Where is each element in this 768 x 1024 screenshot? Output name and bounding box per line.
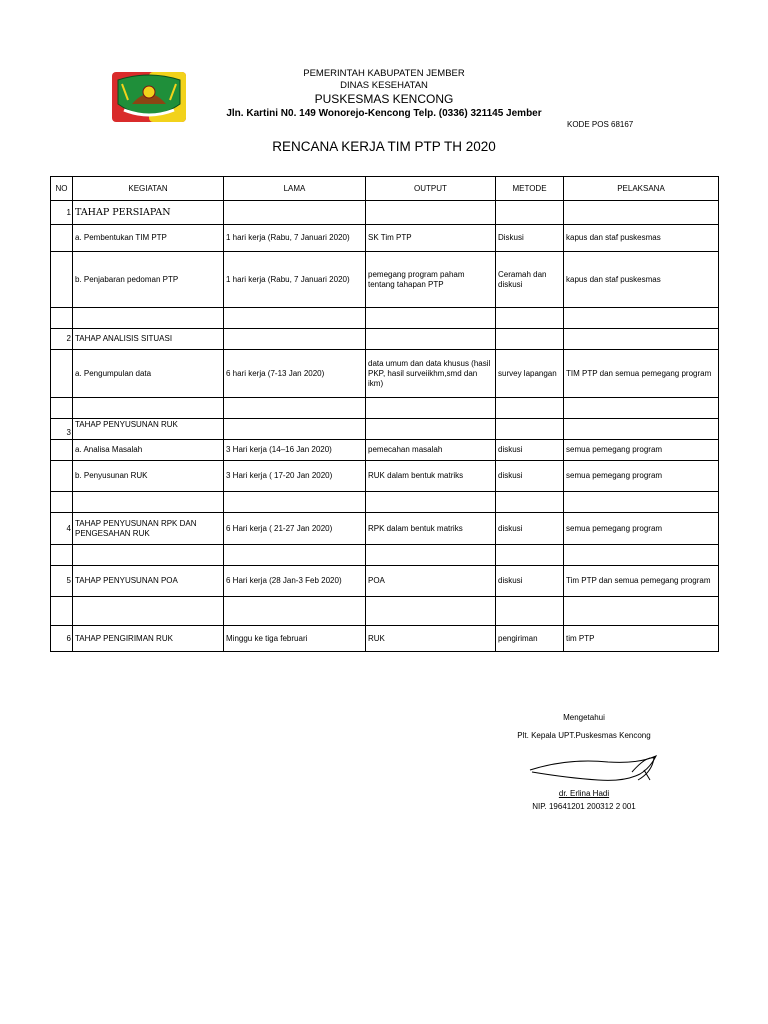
column-header-output: OUTPUT <box>366 177 496 201</box>
row-lama <box>224 308 366 329</box>
column-header-metode: METODE <box>496 177 564 201</box>
table-header-row <box>51 177 719 201</box>
row-metode <box>496 308 564 329</box>
row-metode <box>496 398 564 419</box>
row-kegiatan: b. Penyusunan RUK <box>73 461 224 492</box>
row-number <box>51 597 73 626</box>
row-pelaksana <box>564 398 719 419</box>
kabupaten-jember-emblem <box>110 70 188 124</box>
row-pelaksana: Tim PTP dan semua pemegang program <box>564 566 719 597</box>
row-lama: 1 hari kerja (Rabu, 7 Januari 2020) <box>224 225 366 252</box>
row-number: 4 <box>51 513 73 545</box>
row-output <box>366 597 496 626</box>
work-plan-table <box>50 176 719 652</box>
table-row <box>51 461 719 492</box>
row-kegiatan: TAHAP ANALISIS SITUASI <box>73 329 224 350</box>
row-pelaksana: kapus dan staf puskesmas <box>564 252 719 308</box>
row-metode: survey lapangan <box>496 350 564 398</box>
row-lama <box>224 329 366 350</box>
table-row <box>51 440 719 461</box>
row-metode: diskusi <box>496 461 564 492</box>
row-lama <box>224 492 366 513</box>
row-pelaksana <box>564 308 719 329</box>
row-lama <box>224 201 366 225</box>
row-kegiatan: b. Penjabaran pedoman PTP <box>73 252 224 308</box>
row-lama <box>224 597 366 626</box>
row-metode: Ceramah dan diskusi <box>496 252 564 308</box>
row-output <box>366 201 496 225</box>
row-pelaksana <box>564 201 719 225</box>
row-kegiatan: TAHAP PENYUSUNAN POA <box>73 566 224 597</box>
row-metode: diskusi <box>496 440 564 461</box>
row-pelaksana <box>564 597 719 626</box>
row-pelaksana: semua pemegang program <box>564 461 719 492</box>
row-kegiatan <box>73 492 224 513</box>
row-number <box>51 461 73 492</box>
row-number: 5 <box>51 566 73 597</box>
table-row <box>51 398 719 419</box>
row-kegiatan: TAHAP PENGIRIMAN RUK <box>73 626 224 652</box>
row-output: POA <box>366 566 496 597</box>
row-metode <box>496 597 564 626</box>
row-metode <box>496 201 564 225</box>
row-lama: Minggu ke tiga februari <box>224 626 366 652</box>
table-row <box>51 566 719 597</box>
row-number <box>51 545 73 566</box>
row-kegiatan: TAHAP PENYUSUNAN RUK <box>73 419 224 440</box>
table-row <box>51 201 719 225</box>
row-lama <box>224 419 366 440</box>
table-row <box>51 350 719 398</box>
row-metode <box>496 545 564 566</box>
row-output <box>366 329 496 350</box>
header-government: PEMERINTAH KABUPATEN JEMBER <box>303 68 465 79</box>
row-number <box>51 225 73 252</box>
row-metode: diskusi <box>496 566 564 597</box>
row-number <box>51 398 73 419</box>
row-pelaksana: tim PTP <box>564 626 719 652</box>
row-pelaksana: kapus dan staf puskesmas <box>564 225 719 252</box>
row-number: 1 <box>51 201 73 225</box>
table-row <box>51 492 719 513</box>
row-output <box>366 308 496 329</box>
row-number <box>51 440 73 461</box>
row-number <box>51 492 73 513</box>
row-pelaksana: semua pemegang program <box>564 513 719 545</box>
signature-position: Plt. Kepala UPT.Puskesmas Kencong <box>517 731 651 740</box>
row-kegiatan <box>73 308 224 329</box>
row-output: RPK dalam bentuk matriks <box>366 513 496 545</box>
table-row <box>51 419 719 440</box>
row-pelaksana <box>564 329 719 350</box>
row-metode <box>496 329 564 350</box>
table-row <box>51 329 719 350</box>
row-number: 3 <box>51 419 73 440</box>
row-metode <box>496 419 564 440</box>
row-number <box>51 252 73 308</box>
row-kegiatan: TAHAP PERSIAPAN <box>73 201 224 225</box>
table-row <box>51 626 719 652</box>
row-kegiatan: a. Pembentukan TIM PTP <box>73 225 224 252</box>
table-row <box>51 513 719 545</box>
row-lama: 1 hari kerja (Rabu, 7 Januari 2020) <box>224 252 366 308</box>
row-number <box>51 350 73 398</box>
row-metode: pengiriman <box>496 626 564 652</box>
row-pelaksana: semua pemegang program <box>564 440 719 461</box>
row-output <box>366 492 496 513</box>
postal-code: KODE POS 68167 <box>567 120 634 129</box>
column-header-pelaksana: PELAKSANA <box>564 177 719 201</box>
row-pelaksana <box>564 492 719 513</box>
row-lama: 3 Hari kerja (14–16 Jan 2020) <box>224 440 366 461</box>
row-output: data umum dan data khusus (hasil PKP, hasil surveiikhm,smd dan ikm) <box>366 350 496 398</box>
row-output <box>366 419 496 440</box>
row-output: SK Tim PTP <box>366 225 496 252</box>
row-output: pemegang program paham tentang tahapan PTP <box>366 252 496 308</box>
table-row <box>51 252 719 308</box>
header-puskesmas: PUSKESMAS KENCONG <box>314 92 454 106</box>
row-lama <box>224 545 366 566</box>
row-kegiatan <box>73 398 224 419</box>
row-output: RUK <box>366 626 496 652</box>
row-metode <box>496 492 564 513</box>
row-metode: diskusi <box>496 513 564 545</box>
table-row <box>51 308 719 329</box>
row-output: pemecahan masalah <box>366 440 496 461</box>
row-pelaksana <box>564 545 719 566</box>
header-address: Jln. Kartini N0. 149 Wonorejo-Kencong Telp. (0336) 321145 Jember <box>226 108 542 119</box>
column-header-kegiatan: KEGIATAN <box>73 177 224 201</box>
row-lama <box>224 398 366 419</box>
row-lama: 6 hari kerja (7-13 Jan 2020) <box>224 350 366 398</box>
page-title: RENCANA KERJA TIM PTP TH 2020 <box>272 139 496 154</box>
column-header-lama: LAMA <box>224 177 366 201</box>
signature-nip: NIP. 19641201 200312 2 001 <box>532 802 636 811</box>
row-output <box>366 398 496 419</box>
table-row <box>51 597 719 626</box>
handwritten-signature-icon <box>528 750 668 792</box>
row-lama: 6 Hari kerja ( 21-27 Jan 2020) <box>224 513 366 545</box>
row-number: 6 <box>51 626 73 652</box>
row-pelaksana: TIM PTP dan semua pemegang program <box>564 350 719 398</box>
row-lama: 6 Hari kerja (28 Jan-3 Feb 2020) <box>224 566 366 597</box>
header-department: DINAS KESEHATAN <box>340 80 428 91</box>
row-kegiatan: TAHAP PENYUSUNAN RPK DAN PENGESAHAN RUK <box>73 513 224 545</box>
row-kegiatan: a. Pengumpulan data <box>73 350 224 398</box>
row-kegiatan <box>73 545 224 566</box>
row-number <box>51 308 73 329</box>
row-output: RUK dalam bentuk matriks <box>366 461 496 492</box>
signature-name: dr. Erlina Hadi <box>558 789 610 798</box>
row-number: 2 <box>51 329 73 350</box>
signature-mengetahui: Mengetahui <box>563 713 605 722</box>
table-row <box>51 225 719 252</box>
row-output <box>366 545 496 566</box>
column-header-no: NO <box>51 177 73 201</box>
table-row <box>51 545 719 566</box>
row-kegiatan: a. Analisa Masalah <box>73 440 224 461</box>
row-kegiatan <box>73 597 224 626</box>
row-metode: Diskusi <box>496 225 564 252</box>
row-pelaksana <box>564 419 719 440</box>
row-lama: 3 Hari kerja ( 17-20 Jan 2020) <box>224 461 366 492</box>
